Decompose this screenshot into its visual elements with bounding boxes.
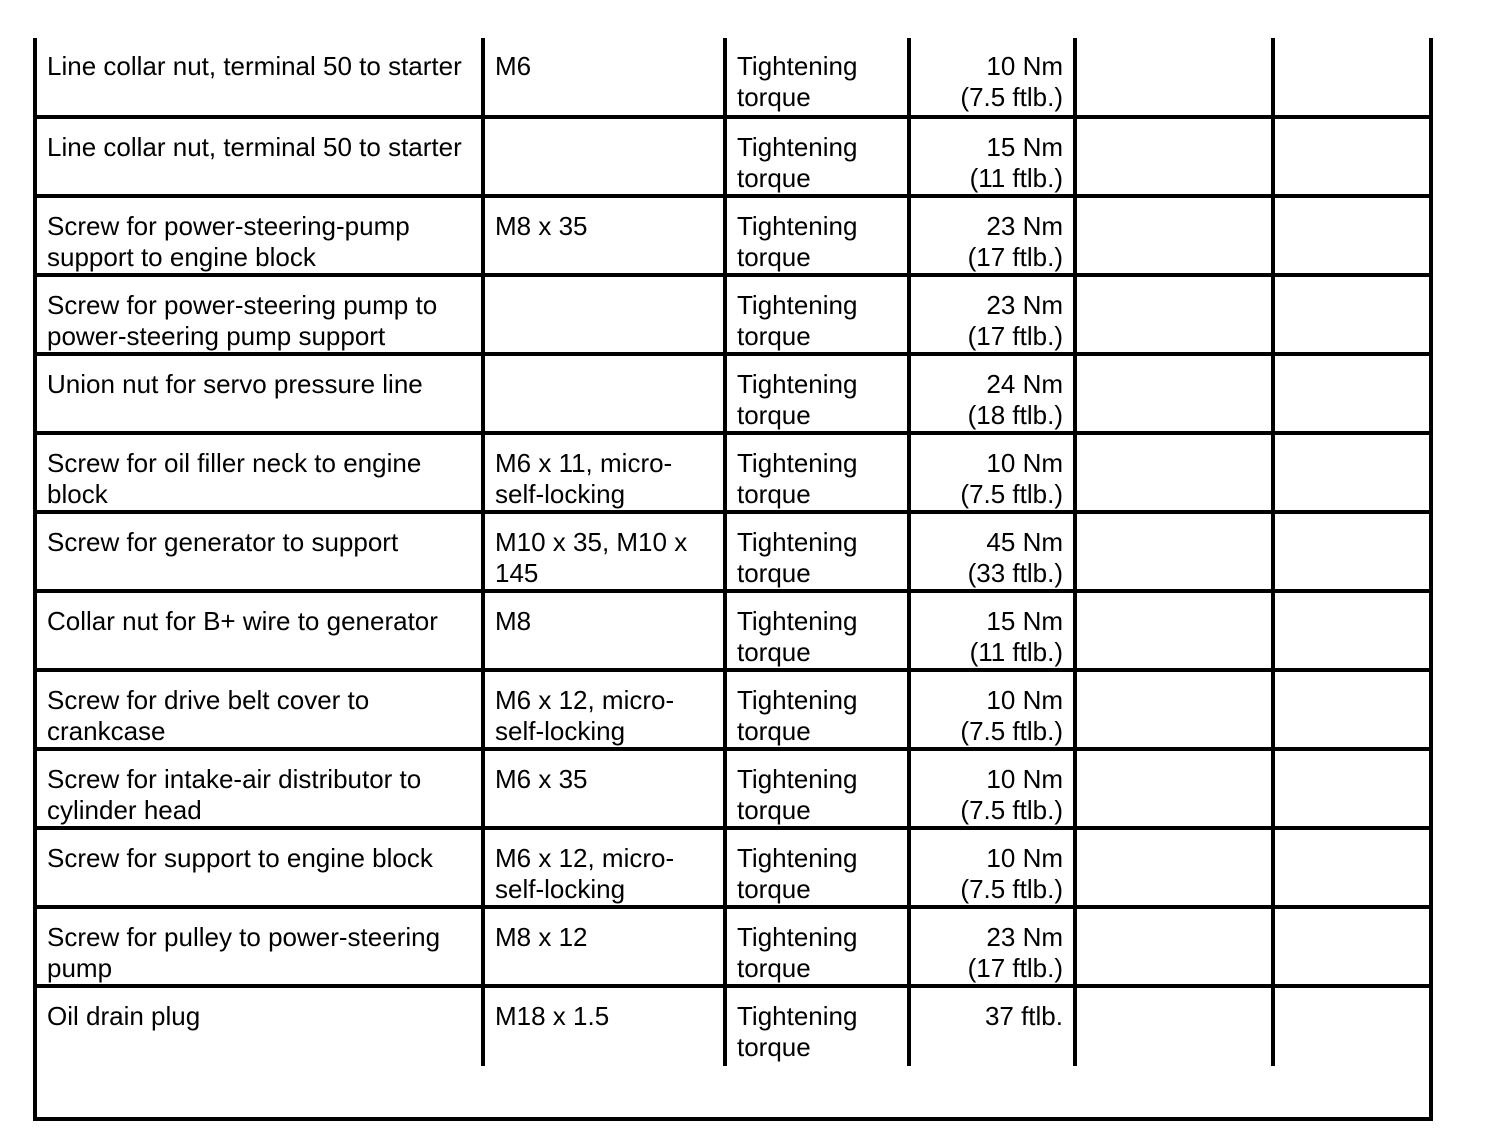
table-row	[37, 591, 1429, 670]
size-cell: M6	[483, 38, 725, 117]
value-cell	[909, 986, 1075, 1066]
size-cell: M18 x 1.5	[483, 986, 725, 1066]
type-cell: Tightening torque	[725, 354, 909, 433]
type-cell: Tightening torque	[725, 275, 909, 354]
torque-value-metric: 15 Nm	[986, 132, 1063, 162]
notes-cell	[1075, 828, 1273, 907]
torque-value-imperial: (7.5 ftlb.)	[960, 716, 1063, 746]
torque-value-imperial: (11 ftlb.)	[969, 163, 1063, 193]
notes-cell	[1075, 591, 1273, 670]
torque-value-metric: 23 Nm	[986, 211, 1063, 241]
remarks-cell	[1273, 196, 1429, 275]
torque-value-metric: 10 Nm	[986, 448, 1063, 478]
size-cell: M8 x 35	[483, 196, 725, 275]
torque-value-imperial: (17 ftlb.)	[967, 953, 1063, 983]
notes-cell	[1075, 196, 1273, 275]
value-cell	[909, 907, 1075, 986]
table-row	[37, 512, 1429, 591]
size-cell	[483, 354, 725, 433]
table-row	[37, 828, 1429, 907]
type-cell: Tightening torque	[725, 986, 909, 1066]
torque-value-imperial: (7.5 ftlb.)	[960, 82, 1063, 112]
torque-spec-page	[33, 38, 1433, 1121]
value-cell	[909, 749, 1075, 828]
component-cell: Screw for oil filler neck to engine block	[37, 433, 483, 512]
size-cell: M10 x 35, M10 x 145	[483, 512, 725, 591]
type-cell: Tightening torque	[725, 591, 909, 670]
table-row	[37, 196, 1429, 275]
type-cell: Tightening torque	[725, 670, 909, 749]
torque-value-imperial: (18 ftlb.)	[967, 400, 1063, 430]
table-row	[37, 749, 1429, 828]
value-cell	[909, 117, 1075, 196]
torque-spec-rows	[37, 38, 1429, 1066]
size-cell: M8	[483, 591, 725, 670]
table-row	[37, 670, 1429, 749]
component-cell: Screw for power-steering pump to power-steering pump support	[37, 275, 483, 354]
torque-value-metric: 23 Nm	[986, 922, 1063, 952]
type-cell: Tightening torque	[725, 828, 909, 907]
torque-value-imperial: (7.5 ftlb.)	[960, 479, 1063, 509]
remarks-cell	[1273, 670, 1429, 749]
type-cell: Tightening torque	[725, 512, 909, 591]
component-cell: Screw for intake-air distributor to cylinder head	[37, 749, 483, 828]
type-cell: Tightening torque	[725, 907, 909, 986]
remarks-cell	[1273, 38, 1429, 117]
table-row	[37, 433, 1429, 512]
notes-cell	[1075, 749, 1273, 828]
remarks-cell	[1273, 591, 1429, 670]
remarks-cell	[1273, 907, 1429, 986]
component-cell: Screw for power-steering-pump support to engine block	[37, 196, 483, 275]
size-cell: M8 x 12	[483, 907, 725, 986]
torque-value-imperial: (33 ftlb.)	[967, 558, 1063, 588]
value-cell	[909, 196, 1075, 275]
notes-cell	[1075, 117, 1273, 196]
value-cell	[909, 433, 1075, 512]
type-cell: Tightening torque	[725, 749, 909, 828]
torque-value-metric: 15 Nm	[986, 606, 1063, 636]
size-cell: M6 x 12, micro-self-locking	[483, 828, 725, 907]
component-cell: Screw for support to engine block	[37, 828, 483, 907]
torque-value-metric: 45 Nm	[986, 527, 1063, 557]
type-cell: Tightening torque	[725, 38, 909, 117]
component-cell: Screw for drive belt cover to crankcase	[37, 670, 483, 749]
size-cell: M6 x 11, micro-self-locking	[483, 433, 725, 512]
table-row	[37, 38, 1429, 117]
torque-value-metric: 23 Nm	[986, 290, 1063, 320]
torque-value-imperial: (17 ftlb.)	[967, 321, 1063, 351]
remarks-cell	[1273, 828, 1429, 907]
remarks-cell	[1273, 433, 1429, 512]
torque-spec-table	[37, 38, 1429, 1066]
type-cell: Tightening torque	[725, 433, 909, 512]
torque-value-imperial: (17 ftlb.)	[967, 242, 1063, 272]
torque-value-imperial: (7.5 ftlb.)	[960, 795, 1063, 825]
notes-cell	[1075, 275, 1273, 354]
notes-cell	[1075, 354, 1273, 433]
notes-cell	[1075, 986, 1273, 1066]
type-cell: Tightening torque	[725, 117, 909, 196]
component-cell: Collar nut for B+ wire to generator	[37, 591, 483, 670]
remarks-cell	[1273, 986, 1429, 1066]
torque-value-metric: 10 Nm	[986, 843, 1063, 873]
value-cell	[909, 38, 1075, 117]
torque-value-imperial: (7.5 ftlb.)	[960, 874, 1063, 904]
torque-value-metric: 10 Nm	[986, 685, 1063, 715]
table-row	[37, 354, 1429, 433]
remarks-cell	[1273, 512, 1429, 591]
value-cell	[909, 354, 1075, 433]
torque-value-imperial: (11 ftlb.)	[969, 637, 1063, 667]
table-row	[37, 986, 1429, 1066]
table-row	[37, 117, 1429, 196]
value-cell	[909, 828, 1075, 907]
component-cell: Oil drain plug	[47, 1001, 201, 1031]
notes-cell	[1075, 670, 1273, 749]
component-cell: Union nut for servo pressure line	[37, 354, 483, 433]
torque-value-metric: 10 Nm	[986, 764, 1063, 794]
remarks-cell	[1273, 354, 1429, 433]
torque-value-metric: 37 ftlb.	[984, 1001, 1063, 1031]
notes-cell	[1075, 512, 1273, 591]
torque-value-metric: 24 Nm	[986, 369, 1063, 399]
remarks-cell	[1273, 275, 1429, 354]
size-cell: M6 x 35	[483, 749, 725, 828]
component-cell: Line collar nut, terminal 50 to starter	[37, 38, 483, 117]
size-cell	[483, 117, 725, 196]
component-cell: Screw for pulley to power-steering pump	[37, 907, 483, 986]
remarks-cell	[1273, 749, 1429, 828]
value-cell	[909, 512, 1075, 591]
remarks-cell	[1273, 117, 1429, 196]
notes-cell	[1075, 907, 1273, 986]
table-row	[37, 275, 1429, 354]
type-cell: Tightening torque	[725, 196, 909, 275]
torque-value-metric: 10 Nm	[986, 51, 1063, 81]
value-cell	[909, 275, 1075, 354]
value-cell	[909, 670, 1075, 749]
size-cell	[483, 275, 725, 354]
component-cell: Line collar nut, terminal 50 to starter	[37, 117, 483, 196]
notes-cell	[1075, 38, 1273, 117]
value-cell	[909, 591, 1075, 670]
component-cell: Screw for generator to support	[37, 512, 483, 591]
size-cell: M6 x 12, micro-self-locking	[483, 670, 725, 749]
table-row	[37, 907, 1429, 986]
notes-cell	[1075, 433, 1273, 512]
